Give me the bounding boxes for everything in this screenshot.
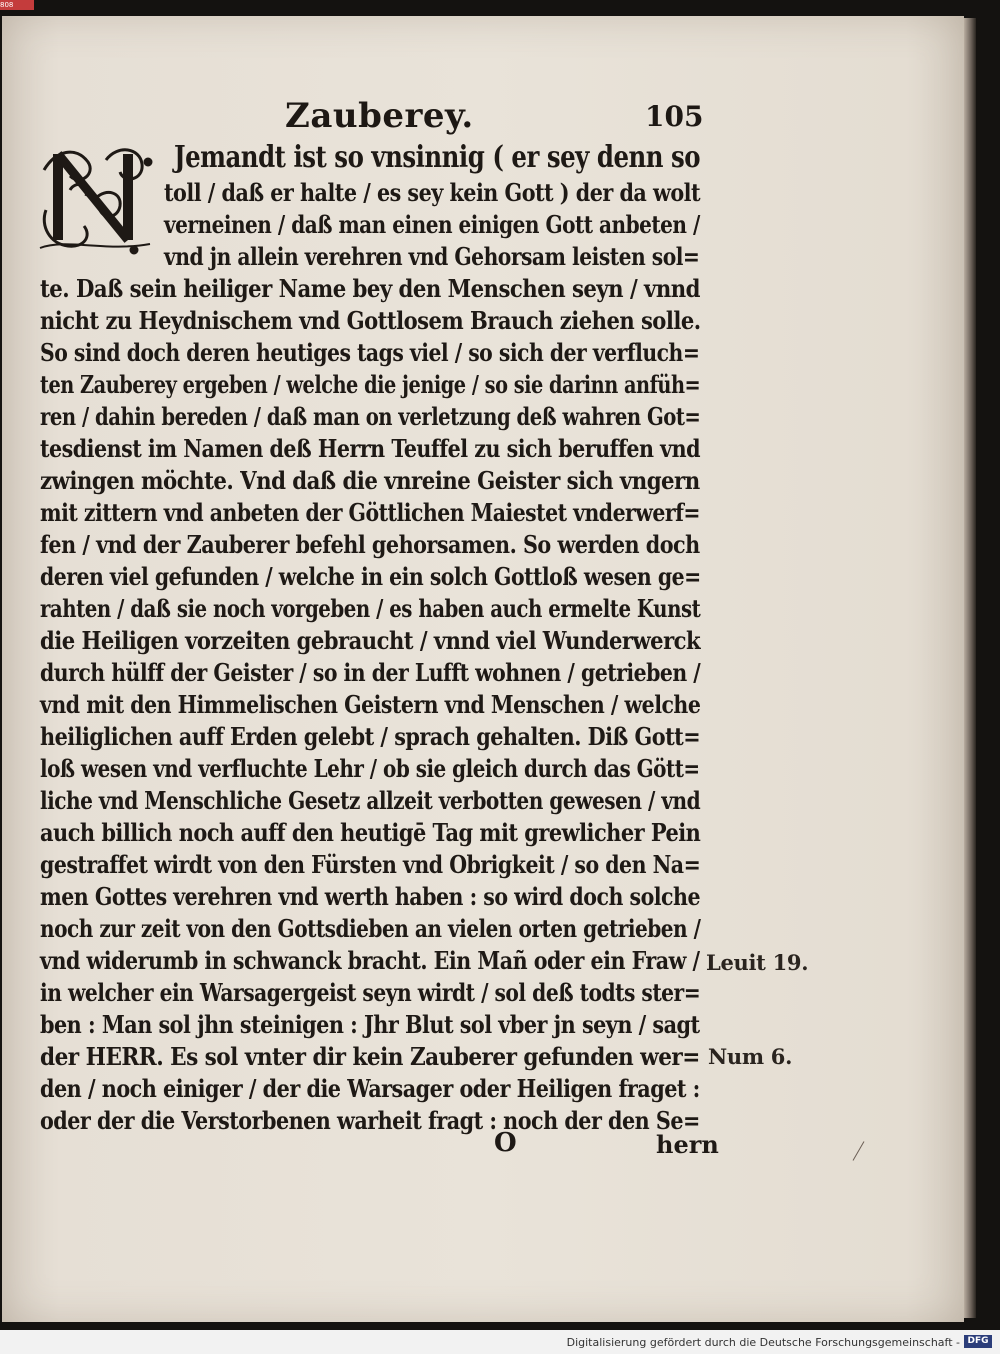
- signature-mark: O: [494, 1128, 517, 1158]
- digitization-credit: Digitalisierung gefördert durch die Deutsche Forschungsgemeinschaft -: [566, 1336, 960, 1349]
- text-line: te. Daß sein heiliger Name bey den Menschen seyn / vnnd: [40, 274, 701, 303]
- text-line: nicht zu Heydnischem vnd Gottlosem Brauch ziehen solle.: [40, 306, 701, 335]
- text-line: So sind doch deren heutiges tags viel / so sich der verfluch=: [40, 338, 700, 367]
- text-line: auch billich noch auff den heutigē Tag mit grewlicher Pein: [40, 818, 701, 847]
- text-line: vnd widerumb in schwanck bracht. Ein Mañ oder ein Fraw /: [40, 946, 700, 975]
- margin-note: Num 6.: [708, 1044, 793, 1069]
- text-line: den / noch einiger / der die Warsager oder Heiligen fraget :: [40, 1074, 700, 1103]
- text-line: tesdienst im Namen deß Herrn Teuffel zu sich beruffen vnd: [40, 434, 701, 463]
- decorated-initial-n-icon: [36, 140, 154, 256]
- text-line: ren / dahin bereden / daß man on verletzung deß wahren Got=: [40, 402, 701, 431]
- text-line: loß wesen vnd verfluchte Lehr / ob sie gleich durch das Gött=: [40, 754, 700, 783]
- text-line: men Gottes verehren vnd werth haben : so wird doch solche: [40, 882, 701, 911]
- text-line: noch zur zeit von den Gottsdieben an vielen orten getrieben /: [40, 914, 701, 943]
- margin-note: Leuit 19.: [706, 950, 809, 975]
- text-line: heiliglichen auff Erden gelebt / sprach gehalten. Diß Gott=: [40, 722, 701, 751]
- text-line: vnd jn allein verehren vnd Gehorsam leisten sol=: [164, 242, 700, 271]
- text-line: die Heiligen vorzeiten gebraucht / vnnd viel Wunderwerck: [40, 626, 701, 655]
- text-line: oder der die Verstorbenen warheit fragt : noch der den Se=: [40, 1106, 700, 1135]
- text-line: ten Zauberey ergeben / welche die jenige / so sie darinn anfüh=: [40, 370, 701, 399]
- running-head: Zauberey.: [285, 96, 474, 136]
- text-line: verneinen / daß man einen einigen Gott anbeten /: [164, 210, 700, 239]
- text-line: Jemandt ist so vnsinnig ( er sey denn so: [174, 140, 701, 175]
- text-line: liche vnd Menschliche Gesetz allzeit verbotten gewesen / vnd: [40, 786, 701, 815]
- folio-number: 105: [645, 100, 704, 133]
- text-line: zwingen möchte. Vnd daß die vnreine Geister sich vngern: [40, 466, 700, 495]
- page-edge: [964, 18, 976, 1318]
- text-line: durch hülff der Geister / so in der Lufft wohnen / getrieben /: [40, 658, 701, 687]
- text-line: rahten / daß sie noch vorgeben / es haben auch ermelte Kunst: [40, 594, 701, 623]
- catchword: hern: [656, 1130, 719, 1159]
- text-line: gestraffet wirdt von den Fürsten vnd Obrigkeit / so den Na=: [40, 850, 701, 879]
- text-line: mit zittern vnd anbeten der Göttlichen Maiestet vnderwerf=: [40, 498, 700, 527]
- text-line: vnd mit den Himmelischen Geistern vnd Menschen / welche: [40, 690, 701, 719]
- text-line: toll / daß er halte / es sey kein Gott ) der da wolt: [164, 178, 701, 207]
- text-line: ben : Man sol jhn steinigen : Jhr Blut sol vber jn seyn / sagt: [40, 1010, 700, 1039]
- text-line: deren viel gefunden / welche in ein solch Gottloß wesen ge=: [40, 562, 701, 591]
- text-line: der HERR. Es sol vnter dir kein Zauberer gefunden wer=: [40, 1042, 700, 1071]
- text-line: fen / vnd der Zauberer befehl gehorsamen. So werden doch: [40, 530, 700, 559]
- text-line: in welcher ein Warsagergeist seyn wirdt / sol deß todts ster=: [40, 978, 701, 1007]
- corner-mark: 808: [0, 0, 34, 10]
- dfg-logo: DFG: [964, 1335, 992, 1348]
